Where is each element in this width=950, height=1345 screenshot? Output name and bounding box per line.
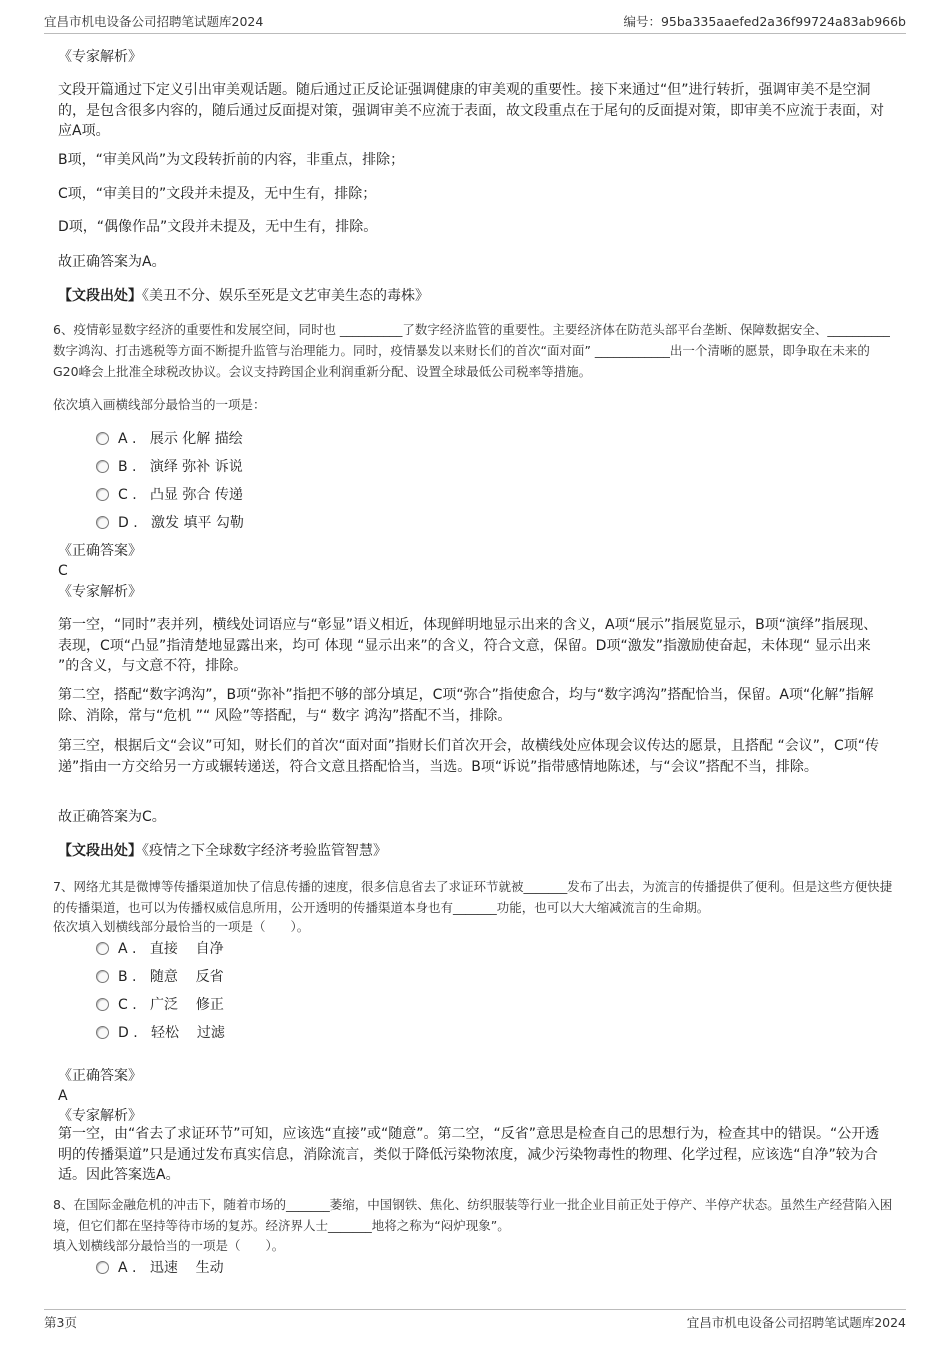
radio-icon[interactable] [96, 432, 109, 445]
q8-stem: 8、在国际金融危机的冲击下，随着市场的_______萎缩，中国钢铁、焦化、纺织服装等行业一批企业目前正处于停产、半停产状态。虽然生产经营陷入困境，但它们都在坚持等待市场的复苏。经济界人士_______地将之称为“闷炉现象”。 [53, 1197, 893, 1233]
q7-option-c[interactable]: C . 广泛 修正 [96, 995, 224, 1015]
page-number: 第3页 [44, 1315, 77, 1330]
q7-answer: A [58, 1088, 68, 1104]
q8-option-a[interactable]: A . 迅速 生动 [96, 1258, 224, 1278]
q6-conclusion: 故正确答案为C。 [58, 809, 166, 825]
radio-icon[interactable] [96, 942, 109, 955]
q6-option-c[interactable]: C . 凸显 弥合 传递 [96, 485, 243, 505]
q6-analysis-p1: 第一空，“同时”表并列，横线处词语应与“彰显”语义相近，体现鲜明地显示出来的含义，A项“展示”指展览显示，B项“演绎”指展现、表现，C项“凸显”指清楚地显露出来，均可 体现 “显示出来”的含义，符合文意，保留。D项“激发”指激励使奋起，未体现“ 显示出来 ”的含义，与文意不符，排除。 [58, 617, 878, 674]
q6-answer-title: 《正确答案》 [58, 543, 142, 559]
page-header [44, 12, 906, 32]
radio-icon[interactable] [96, 970, 109, 983]
q6-option-d[interactable]: D . 激发 填平 勾勒 [96, 513, 244, 533]
q7-option-a[interactable]: A . 直接 自净 [96, 939, 224, 959]
header-serial: 编号：95ba335aaefed2a36f99724a83ab966b [623, 14, 906, 29]
radio-icon[interactable] [96, 516, 109, 529]
q7-option-b[interactable]: B . 随意 反省 [96, 967, 224, 987]
q5-analysis-p2: B项，“审美风尚”为文段转折前的内容，非重点，排除； [58, 152, 405, 168]
page-footer [44, 1313, 906, 1333]
q6-prompt: 依次填入画横线部分最恰当的一项是： [53, 397, 266, 412]
q5-conclusion: 故正确答案为A。 [58, 254, 166, 270]
q6-analysis-p2: 第二空，搭配“数字鸿沟”，B项“弥补”指把不够的部分填足，C项“弥合”指使愈合，均与“数字鸿沟”搭配恰当，保留。A项“化解”指解除、消除，常与“危机 ”“ 风险”等搭配，与“ 数字 鸿沟”搭配不当，排除。 [58, 687, 874, 724]
q5-source [58, 286, 888, 307]
footer-divider [44, 1309, 906, 1310]
q7-analysis-title: 《专家解析》 [58, 1108, 142, 1124]
header-divider [44, 33, 906, 34]
q5-analysis-p1: 文段开篇通过下定义引出审美观话题。随后通过正反论证强调健康的审美观的重要性。接下来通过“但”进行转折，强调审美不是空洞的，是包含很多内容的，随后通过反面提对策，强调审美不应流于表面，故文段重点在于尾句的反面提对策，即审美不应流于表面，对应A项。 [58, 82, 884, 139]
q6-source [58, 841, 888, 862]
q7-analysis: 第一空，由“省去了求证环节”可知，应该选“直接”或“随意”。第二空，“反省”意思是检查自己的思想行为，检查其中的错误。“公开透明的传播渠道”只是通过发布真实信息，消除流言，类似于降低污染物浓度，减少污染物毒性的物理、化学过程，应该选“自净”较为合适。因此答案选A。 [58, 1126, 880, 1183]
q6-answer: C [58, 563, 68, 579]
footer-title: 宜昌市机电设备公司招聘笔试题库2024 [686, 1315, 906, 1330]
q5-analysis-p3: C项，“审美目的”文段并未提及，无中生有，排除； [58, 186, 377, 202]
radio-icon[interactable] [96, 460, 109, 473]
radio-icon[interactable] [96, 488, 109, 501]
header-title: 宜昌市机电设备公司招聘笔试题库2024 [44, 14, 264, 29]
q7-answer-title: 《正确答案》 [58, 1068, 142, 1084]
q6-option-a[interactable]: A . 展示 化解 描绘 [96, 429, 243, 449]
q8-prompt: 填入划横线部分最恰当的一项是（ ）。 [53, 1238, 285, 1253]
radio-icon[interactable] [96, 998, 109, 1011]
q7-option-d[interactable]: D . 轻松 过滤 [96, 1023, 225, 1043]
radio-icon[interactable] [96, 1026, 109, 1039]
q7-prompt: 依次填入划横线部分最恰当的一项是（ ）。 [53, 919, 310, 934]
q5-analysis-title: 《专家解析》 [58, 49, 142, 65]
q7-stem: 7、网络尤其是微博等传播渠道加快了信息传播的速度，很多信息省去了求证环节就被_______发布了出去，为流言的传播提供了便利。但是这些方便快捷的传播渠道，也可以为传播权威信息所用，公开透明的传播渠道本身也有_______功能，也可以大大缩减流言的生命期。 [53, 879, 893, 915]
q6-source-label: 【文段出处】 [58, 843, 142, 859]
q5-source-title: 《美丑不分、娱乐至死是文艺审美生态的毒株》 [142, 288, 429, 304]
q6-analysis-title: 《专家解析》 [58, 584, 142, 600]
q6-option-b[interactable]: B . 演绎 弥补 诉说 [96, 457, 243, 477]
q5-source-label: 【文段出处】 [58, 288, 142, 304]
q6-analysis-p3: 第三空，根据后文“会议”可知，财长们的首次“面对面”指财长们首次开会，故横线处应体现会议传达的愿景，且搭配 “会议”，C项“传递”指由一方交给另一方或辗转递送，符合文意且搭配恰当，当选。B项“诉说”指带感情地陈述，与“会议”搭配不当，排除。 [58, 738, 879, 775]
radio-icon[interactable] [96, 1261, 109, 1274]
q6-source-title: 《疫情之下全球数字经济考验监管智慧》 [142, 843, 387, 859]
q6-stem: 6、疫情彰显数字经济的重要性和发展空间，同时也 __________了数字经济监管的重要性。主要经济体在防范头部平台垄断、保障数据安全、__________数字鸿沟、打击逃税等方面不断提升监管与治理能力。同时，疫情暴发以来财长们的首次“面对面” ____________出一个清晰的愿景，即争取在未来的G20峰会上批准全球税改协议。会议支持跨国企业利润重新分配、设置全球最低公司税率等措施。 [53, 322, 890, 379]
q5-analysis-p4: D项，“偶像作品”文段并未提及，无中生有，排除。 [58, 219, 378, 235]
